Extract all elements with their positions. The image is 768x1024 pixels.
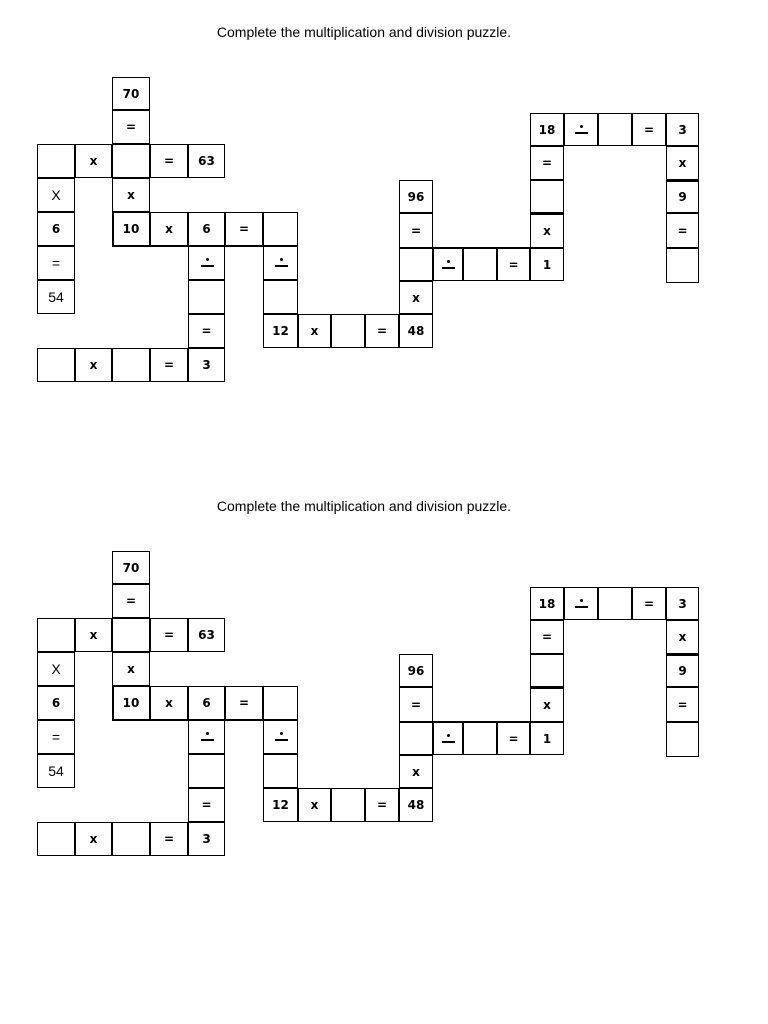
cell-times: x [666, 620, 699, 654]
grid-rule [666, 654, 699, 656]
cell-times: x [298, 314, 331, 348]
cell-equals: = [530, 620, 564, 654]
puzzle-title: Complete the multiplication and division puzzle. [216, 24, 512, 40]
cell-3: 3 [188, 822, 225, 856]
cell-96: 96 [399, 180, 433, 213]
grid-rule [530, 721, 564, 723]
cell-empty[interactable] [263, 212, 298, 246]
cell-empty[interactable] [37, 348, 75, 382]
cell-6: 6 [188, 686, 225, 720]
cell-empty[interactable] [331, 788, 365, 822]
cell-times: x [75, 618, 112, 652]
grid-rule [666, 686, 699, 688]
cell-empty[interactable] [530, 654, 564, 687]
cell-9: 9 [666, 180, 699, 213]
cell-empty[interactable] [188, 754, 225, 788]
cell-equals: = [632, 113, 666, 146]
divide-icon [442, 259, 454, 271]
cell-times: x [150, 212, 188, 246]
cell-divide [433, 722, 463, 755]
cell-63: 63 [188, 144, 225, 178]
cell-empty[interactable] [112, 618, 150, 652]
cell-times: x [150, 686, 188, 720]
cell-equals: = [497, 248, 530, 281]
cell-equals: = [399, 687, 433, 722]
cell-10: 10 [112, 212, 150, 246]
cell-6: 6 [188, 212, 225, 246]
cell-empty[interactable] [463, 722, 497, 755]
cell-equals: = [37, 720, 75, 754]
cell-times: X [37, 178, 75, 212]
puzzle-title: Complete the multiplication and division puzzle. [216, 498, 512, 514]
cell-empty[interactable] [263, 686, 298, 720]
cell-equals: = [150, 822, 188, 856]
grid-rule [263, 245, 298, 247]
cell-equals: = [150, 348, 188, 382]
cell-times: x [112, 178, 150, 212]
cell-empty[interactable] [263, 754, 298, 788]
cell-empty[interactable] [37, 144, 75, 178]
cell-empty[interactable] [37, 618, 75, 652]
cell-3: 3 [666, 587, 699, 620]
cell-equals: = [497, 722, 530, 755]
cell-96: 96 [399, 654, 433, 687]
cell-12: 12 [263, 314, 298, 348]
cell-times: x [112, 652, 150, 686]
cell-divide [433, 248, 463, 281]
cell-empty[interactable] [37, 822, 75, 856]
divide-icon [575, 598, 587, 610]
cell-divide [263, 246, 298, 280]
cell-equals: = [150, 618, 188, 652]
grid-rule [112, 686, 114, 720]
cell-equals: = [632, 587, 666, 620]
cell-times: x [75, 144, 112, 178]
cell-3: 3 [188, 348, 225, 382]
cell-empty[interactable] [112, 144, 150, 178]
cell-10: 10 [112, 686, 150, 720]
cell-70: 70 [112, 77, 150, 110]
divide-icon [275, 731, 287, 743]
cell-empty[interactable] [188, 280, 225, 314]
cell-empty[interactable] [598, 113, 632, 146]
puzzle-2 [0, 474, 768, 894]
cell-3: 3 [666, 113, 699, 146]
cell-1: 1 [530, 248, 564, 281]
cell-empty[interactable] [598, 587, 632, 620]
grid-rule [112, 212, 114, 246]
grid-rule [666, 180, 699, 182]
cell-divide [564, 587, 598, 620]
divide-icon [275, 257, 287, 269]
cell-times: x [530, 687, 564, 722]
cell-equals: = [112, 110, 150, 144]
cell-equals: = [188, 788, 225, 822]
cell-12: 12 [263, 788, 298, 822]
divide-icon [442, 733, 454, 745]
cell-equals: = [666, 687, 699, 722]
grid-rule [530, 247, 564, 249]
cell-equals: = [365, 314, 399, 348]
cell-6: 6 [37, 212, 75, 246]
cell-empty[interactable] [112, 348, 150, 382]
cell-54: 54 [37, 280, 75, 314]
grid-rule [263, 719, 298, 721]
cell-times: x [399, 755, 433, 788]
cell-equals: = [188, 314, 225, 348]
cell-times: x [75, 348, 112, 382]
cell-empty[interactable] [112, 822, 150, 856]
cell-divide [188, 246, 225, 280]
divide-icon [575, 124, 587, 136]
cell-equals: = [112, 584, 150, 618]
grid-rule [666, 212, 699, 214]
cell-times: x [399, 281, 433, 314]
cell-times: X [37, 652, 75, 686]
cell-63: 63 [188, 618, 225, 652]
divide-icon [201, 257, 213, 269]
cell-times: x [75, 822, 112, 856]
cell-48: 48 [399, 788, 433, 822]
cell-divide [564, 113, 598, 146]
cell-70: 70 [112, 551, 150, 584]
cell-1: 1 [530, 722, 564, 755]
cell-empty[interactable] [399, 722, 433, 755]
cell-times: x [298, 788, 331, 822]
divide-icon [201, 731, 213, 743]
cell-empty[interactable] [399, 248, 433, 281]
cell-equals: = [530, 146, 564, 180]
cell-9: 9 [666, 654, 699, 687]
cell-equals: = [365, 788, 399, 822]
cell-divide [263, 720, 298, 754]
grid-rule [530, 687, 564, 689]
cell-times: x [666, 146, 699, 180]
grid-rule [37, 719, 75, 721]
cell-54: 54 [37, 754, 75, 788]
cell-equals: = [399, 213, 433, 248]
grid-rule [37, 245, 75, 247]
puzzle-1 [0, 0, 768, 420]
cell-divide [188, 720, 225, 754]
cell-equals: = [150, 144, 188, 178]
cell-empty[interactable] [666, 248, 699, 283]
cell-equals: = [37, 246, 75, 280]
grid-rule [530, 213, 564, 215]
cell-empty[interactable] [666, 722, 699, 757]
cell-empty[interactable] [530, 180, 564, 213]
cell-empty[interactable] [331, 314, 365, 348]
cell-empty[interactable] [463, 248, 497, 281]
cell-equals: = [666, 213, 699, 248]
cell-18: 18 [530, 113, 564, 146]
cell-empty[interactable] [263, 280, 298, 314]
cell-times: x [530, 213, 564, 248]
cell-6: 6 [37, 686, 75, 720]
cell-equals: = [225, 686, 263, 720]
cell-18: 18 [530, 587, 564, 620]
cell-equals: = [225, 212, 263, 246]
cell-48: 48 [399, 314, 433, 348]
